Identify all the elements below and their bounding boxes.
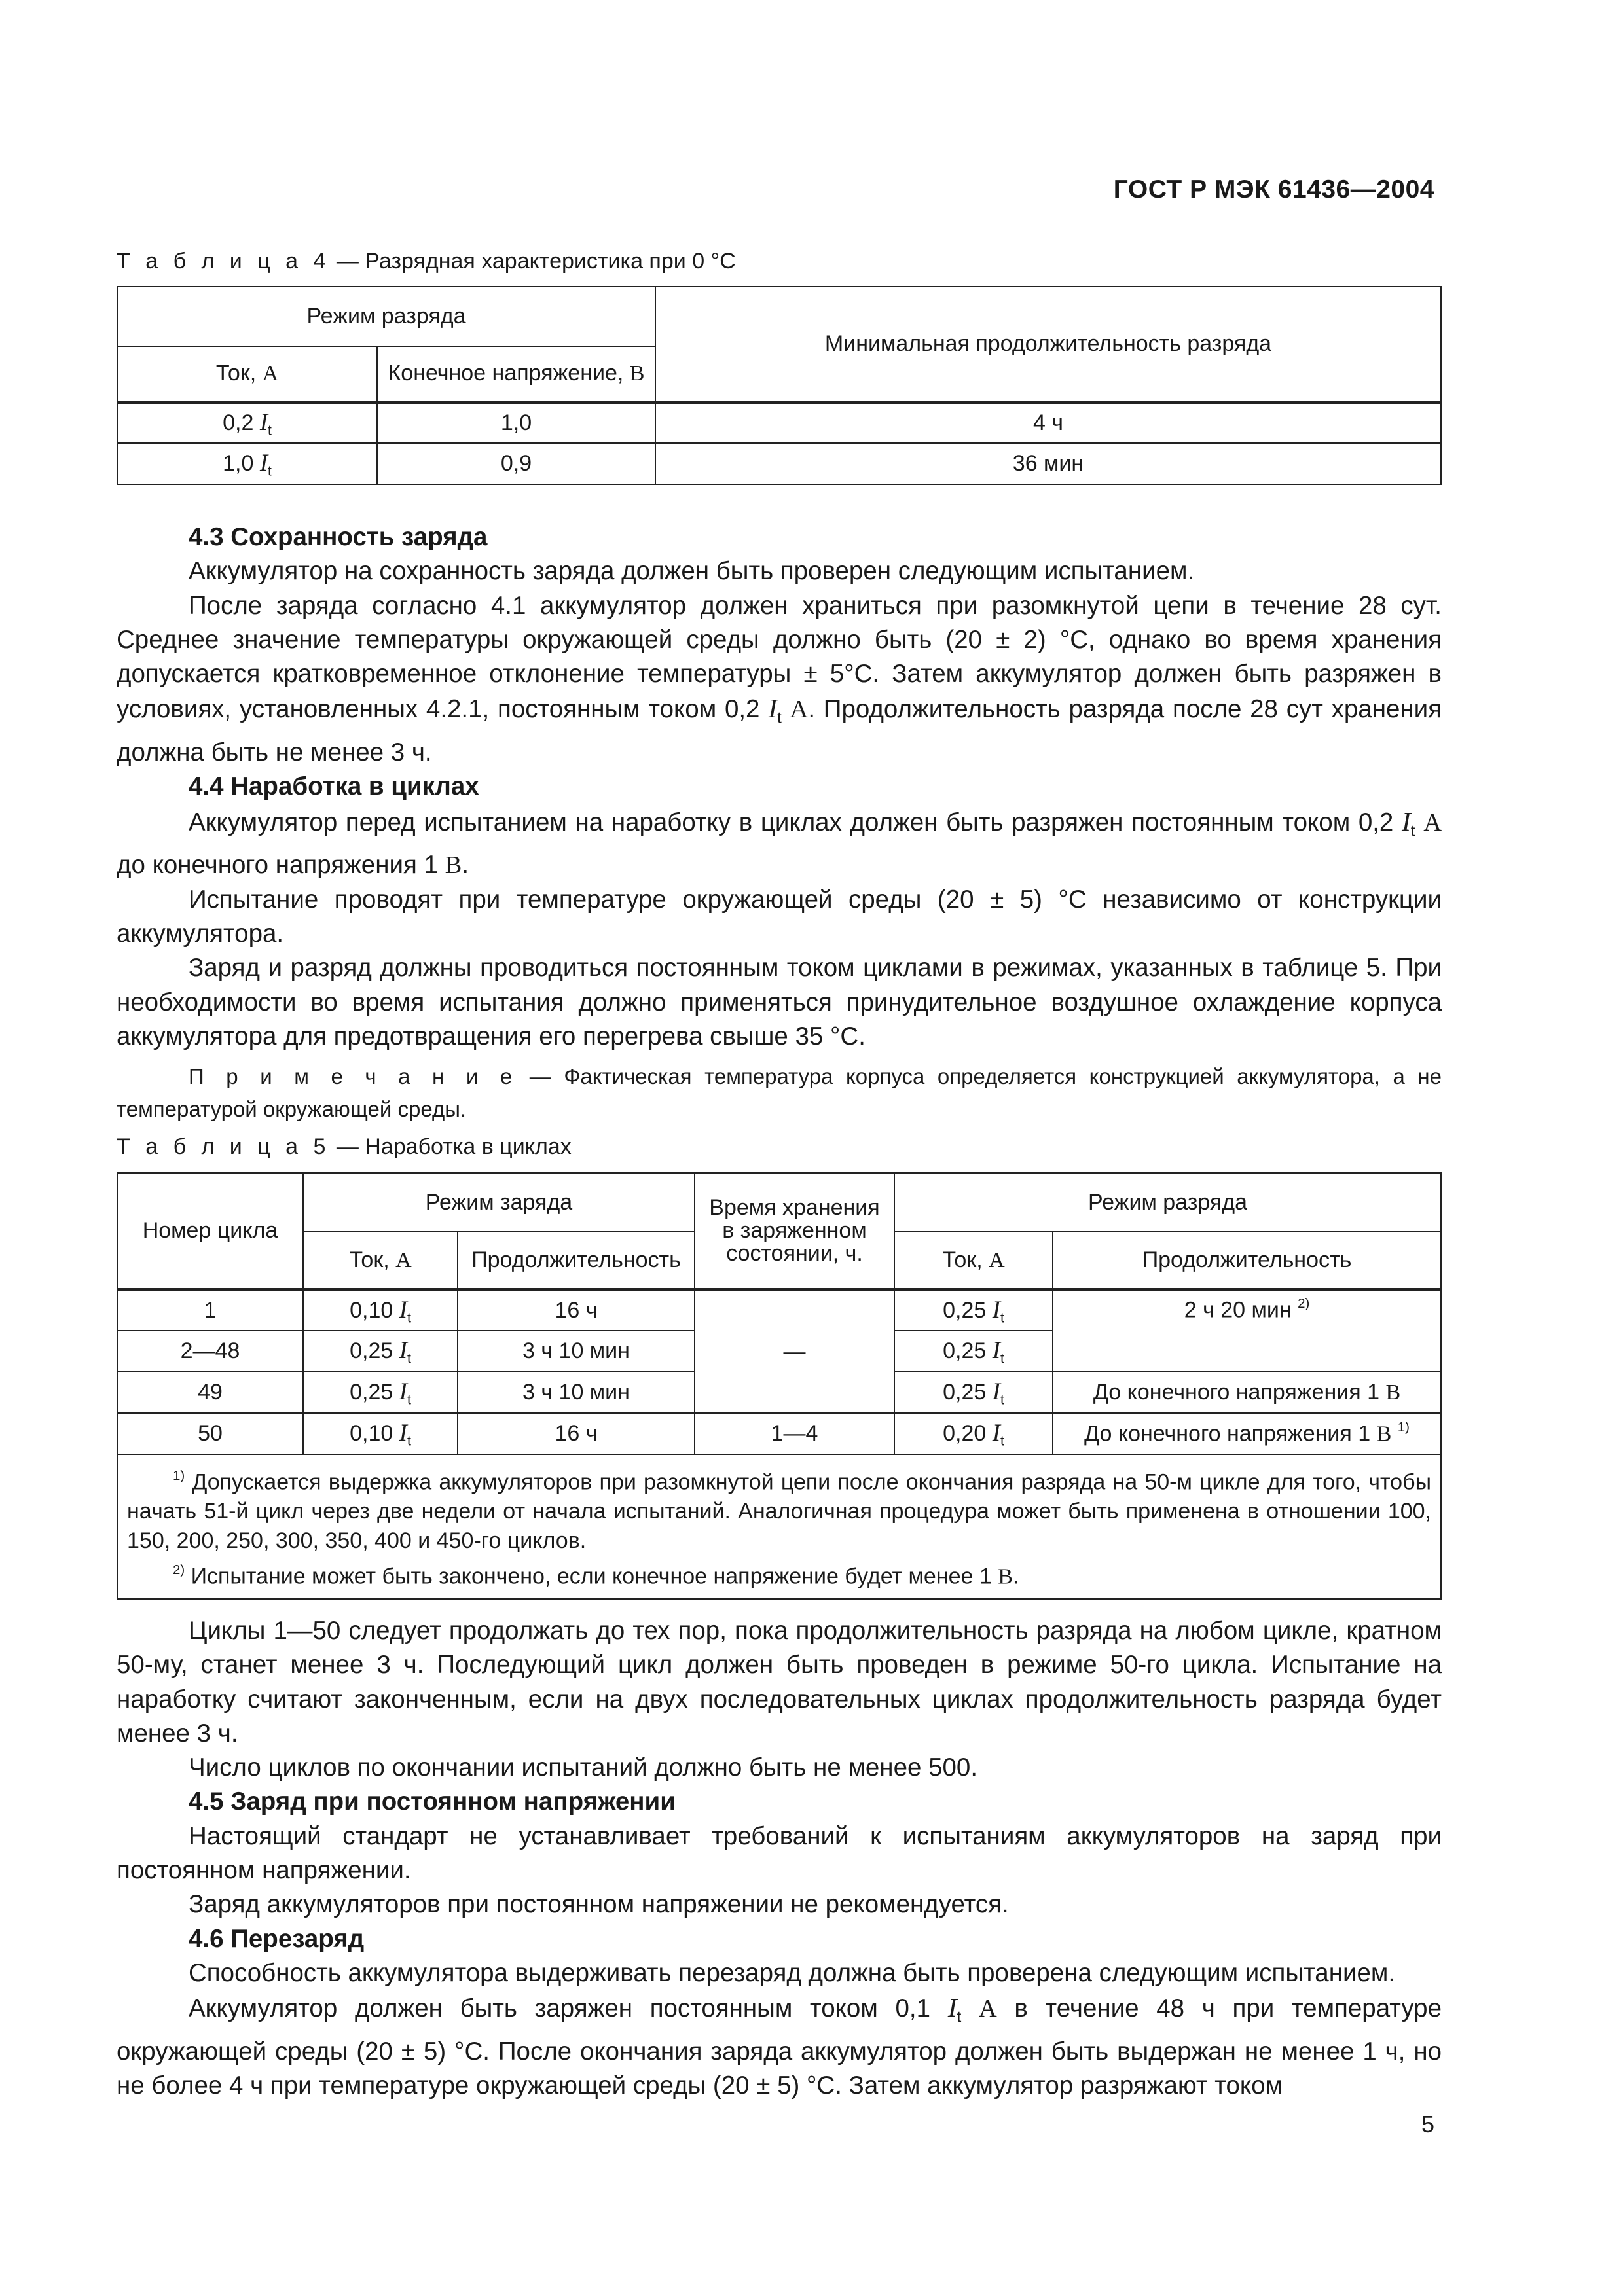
- section-4-4-title: 4.4 Наработка в циклах: [189, 772, 479, 801]
- after-table5-p1: Циклы 1—50 следует продолжать до тех пор, пока продолжительность разряда на любом цикле, кратном 50-му, станет менее 3 ч. Последующий цикл должен быть проведен в режиме 50-го цикла. Испытание на наработку считают законченным, если на двух последовательных циклах продолжительность разряда будет менее 3 ч.: [117, 1617, 1442, 1748]
- table4-caption: [117, 249, 736, 274]
- section-4-5-4-6: [117, 1614, 1442, 2104]
- table5-header-discharge: Режим разряда: [894, 1173, 1441, 1232]
- section-4-4-note: П р и м е ч а н и е — Фактическая температура корпуса определяется конструкцией аккумулятора, а не температурой окружающей среды.: [117, 1064, 1442, 1122]
- section-4-3-title: 4.3 Сохранность заряда: [189, 523, 488, 551]
- table4-caption-prefix: Т а б л и ц а 4: [117, 249, 331, 274]
- table5-caption: [117, 1134, 572, 1160]
- table5-footnote-cell: [117, 1454, 1441, 1599]
- table-row: [117, 1413, 1441, 1454]
- table5: [117, 1172, 1442, 1600]
- table5-cell-charge-current: 0,10 $I_t$: [303, 1289, 458, 1331]
- section-4-6-p1: Способность аккумулятора выдерживать перезаряд должна быть проверена следующим испытанием.: [189, 1958, 1396, 1987]
- table5-cell-discharge-duration: До конечного напряжения 1 В $^{1)}$: [1053, 1413, 1441, 1454]
- table5-header-charge-duration: Продолжительность: [458, 1232, 695, 1289]
- table5-cell-charge-current: 0,10 $I_t$: [303, 1413, 458, 1454]
- section-4-6-p2: Аккумулятор должен быть заряжен постоянным током 0,1 $I_t$ А в течение 48 ч при температуре окружающей среды (20 ± 5) °С. После окончания заряда аккумулятор должен быть выдержан не менее 1 ч, но не более 4 ч при температуре окружающей среды (20 ± 5) °С. Затем аккумулятор разряжают током: [117, 1992, 1442, 2100]
- table5-header-charge: Режим заряда: [303, 1173, 695, 1232]
- table4: [117, 286, 1442, 485]
- table5-cell-discharge-current: 0,25 $I_t$: [894, 1289, 1053, 1331]
- section-4-4-p3: Заряд и разряд должны проводиться постоянным током циклами в режимах, указанных в таблице 5. При необходимости во время испытания должно применяться принудительное воздушное охлаждение корпуса аккумулятора для предотвращения его перегрева свыше 35 °С.: [117, 954, 1442, 1050]
- section-4-5-title: 4.5 Заряд при постоянном напряжении: [189, 1787, 676, 1816]
- table5-header-charge-current: Ток, А: [303, 1232, 458, 1289]
- table5-cell-cycle: 50: [117, 1413, 303, 1454]
- section-4-3-p2: После заряда согласно 4.1 аккумулятор должен храниться при разомкнутой цепи в течение 28 сут. Среднее значение температуры окружающей среды должно быть (20 ± 2) °С, однако во время хранения допускается кратковременное отклонение температуры ± 5°С. Затем аккумулятор должен быть разряжен в условиях, установленных 4.2.1, постоянным током 0,2 $I_t$ А. Продолжительность разряда после 28 сут хранения должна быть не менее 3 ч.: [117, 591, 1442, 767]
- table5-caption-text: — Наработка в циклах: [330, 1134, 572, 1159]
- table4-cell-voltage: 1,0: [377, 402, 655, 443]
- after-table5-p2: Число циклов по окончании испытаний должно быть не менее 500.: [189, 1753, 978, 1782]
- table4-header-voltage: Конечное напряжение, В: [377, 346, 655, 402]
- table5-footnotes: [117, 1454, 1441, 1599]
- section-4-5-p1: Настоящий стандарт не устанавливает требований к испытаниям аккумуляторов на заряд при постоянном напряжении.: [117, 1821, 1442, 1885]
- table5-cell-charge-duration: 3 ч 10 мин: [458, 1331, 695, 1372]
- table5-header-storage: Время хранения в заряженном состоянии, ч.: [695, 1173, 894, 1289]
- table-row: [117, 443, 1441, 484]
- section-4-3-p1: Аккумулятор на сохранность заряда должен быть проверен следующим испытанием.: [189, 557, 1195, 586]
- table4-cell-current: 0,2 $I_t$: [117, 402, 377, 443]
- table5-header-discharge-current: Ток, А: [894, 1232, 1053, 1289]
- table5-cell-cycle: 1: [117, 1289, 303, 1331]
- table4-header-current: Ток, А: [117, 346, 377, 402]
- page-number: 5: [1421, 2111, 1434, 2138]
- section-4-5-p2: Заряд аккумуляторов при постоянном напряжении не рекомендуется.: [189, 1890, 1009, 1919]
- section-4-4-p2: Испытание проводят при температуре окружающей среды (20 ± 5) °С независимо от конструкции аккумулятора.: [117, 885, 1442, 948]
- table5-cell-discharge-current: 0,25 $I_t$: [894, 1331, 1053, 1372]
- table4-cell-voltage: 0,9: [377, 443, 655, 484]
- table-row: [117, 402, 1441, 443]
- table5-cell-charge-current: 0,25 $I_t$: [303, 1372, 458, 1413]
- section-4-6-title: 4.6 Перезаряд: [189, 1924, 365, 1953]
- table5-cell-cycle: 49: [117, 1372, 303, 1413]
- table5-cell-charge-duration: 3 ч 10 мин: [458, 1372, 695, 1413]
- table5-cell-discharge-duration: 2 ч 20 мин $^{2)}$: [1053, 1289, 1441, 1372]
- table5-cell-discharge-current: 0,25 $I_t$: [894, 1372, 1053, 1413]
- table4-cell-duration: 36 мин: [655, 443, 1441, 484]
- table-row: [117, 1289, 1441, 1331]
- table5-header-cycle: Номер цикла: [117, 1173, 303, 1289]
- table4-header-duration: Минимальная продолжительность разряда: [655, 287, 1441, 402]
- table5-cell-cycle: 2—48: [117, 1331, 303, 1372]
- table5-cell-discharge-current: 0,20 $I_t$: [894, 1413, 1053, 1454]
- document-code: ГОСТ Р МЭК 61436—2004: [1113, 175, 1434, 204]
- table4-cell-current: 1,0 $I_t$: [117, 443, 377, 484]
- table4-header-mode: Режим разряда: [117, 287, 655, 346]
- table5-cell-charge-duration: 16 ч: [458, 1289, 695, 1331]
- table5-cell-charge-duration: 16 ч: [458, 1413, 695, 1454]
- section-4-3-4-4: [117, 520, 1442, 1126]
- section-4-4-p1: Аккумулятор перед испытанием на наработку в циклах должен быть разряжен постоянным током 0,2 $I_t$ А до конечного напряжения 1 В.: [117, 806, 1442, 880]
- table5-footnote-1: $^{1)}$ Допускается выдержка аккумуляторов при разомкнутой цепи после окончания разряда на 50-м цикле для того, чтобы начать 51-й цикл через две недели от начала испытаний. Аналогичная процедура может быть применена в отношении 100, 150, 200, 250, 300, 350, 400 и 450-го циклов.: [127, 1469, 1431, 1554]
- table4-caption-text: — Разрядная характеристика при 0 °С: [330, 249, 736, 274]
- table5-cell-storage: —: [695, 1289, 894, 1413]
- table5-footnote-2: $^{2)}$ Испытание может быть закончено, если конечное напряжение будет менее 1 В.: [173, 1563, 1019, 1589]
- table5-header-discharge-duration: Продолжительность: [1053, 1232, 1441, 1289]
- table5-cell-storage: 1—4: [695, 1413, 894, 1454]
- table5-cell-charge-current: 0,25 $I_t$: [303, 1331, 458, 1372]
- table5-cell-discharge-duration: До конечного напряжения 1 В: [1053, 1372, 1441, 1413]
- table5-caption-prefix: Т а б л и ц а 5: [117, 1134, 331, 1159]
- table4-cell-duration: 4 ч: [655, 402, 1441, 443]
